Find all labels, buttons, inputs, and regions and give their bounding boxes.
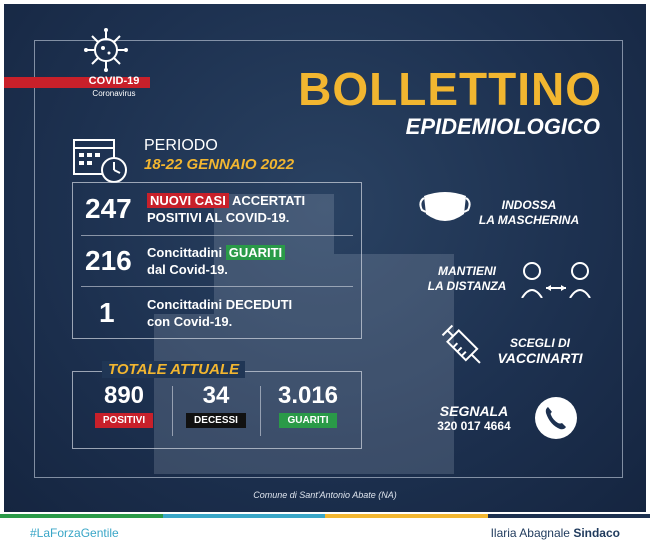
recovered-line2: dal Covid-19.: [147, 262, 228, 277]
deceased-line2: con Covid-19.: [147, 314, 233, 329]
new-cases-line1: [147, 193, 305, 208]
report-advice: [422, 404, 526, 434]
totale-guariti-value: 3.016: [277, 382, 339, 409]
vaccine-line2: VACCINARTI: [497, 350, 583, 366]
page-title: BOLLETTINO: [298, 63, 602, 115]
stat-row-new-cases: [73, 185, 361, 235]
divider: [81, 235, 353, 236]
covid-badge-subtitle: Coronavirus: [92, 89, 136, 98]
new-cases-tag: NUOVI CASI: [147, 193, 229, 208]
periodo-label: PERIODO: [144, 137, 218, 154]
hashtag: #LaForzaGentile: [30, 526, 119, 540]
report-phone: 320 017 4664: [437, 419, 511, 433]
totale-positivi: [76, 382, 172, 428]
deceased-line1: Concittadini DECEDUTI: [147, 297, 293, 312]
new-cases-line1-rest: ACCERTATI: [228, 193, 306, 208]
totale-decessi-value: 34: [202, 382, 230, 409]
signature-title: Sindaco: [573, 526, 620, 540]
recovered-value: 216: [85, 245, 132, 276]
virus-icon: [84, 28, 128, 72]
mask-icon: [416, 188, 474, 228]
mask-line1: INDOSSA: [501, 198, 557, 212]
bulletin-poster: [4, 4, 646, 512]
totale-positivi-label: POSITIVI: [95, 413, 153, 428]
new-cases-value: 247: [85, 193, 132, 224]
stats-box: [72, 182, 362, 339]
phone-icon: [534, 396, 578, 440]
distance-advice: [418, 264, 516, 294]
calendar-clock-icon: [72, 134, 130, 184]
vaccine-line1: SCEGLI DI: [509, 336, 570, 350]
vaccine-advice: [490, 336, 590, 366]
stat-row-deceased: [73, 289, 361, 339]
totale-positivi-value: 890: [103, 382, 145, 409]
totale-guariti: [260, 382, 356, 428]
totale-title: TOTALE ATTUALE: [102, 361, 245, 378]
signature-name: Ilaria Abagnale: [490, 526, 574, 540]
totale-guariti-label: GUARITI: [279, 413, 336, 428]
distance-line2: LA DISTANZA: [427, 279, 507, 293]
divider: [81, 286, 353, 287]
color-stripes: [0, 514, 650, 518]
recovered-line1-pre: Concittadini: [147, 245, 226, 260]
recovered-line1: [147, 245, 285, 260]
covid-badge-title: COVID-19: [88, 75, 140, 87]
mask-advice: [474, 198, 584, 228]
stat-row-recovered: [73, 237, 361, 287]
recovered-tag: GUARITI: [226, 245, 285, 260]
distance-icon: [520, 260, 592, 298]
page-subtitle: EPIDEMIOLOGICO: [405, 114, 600, 139]
periodo-date: 18-22 GENNAIO 2022: [144, 156, 295, 173]
mask-line2: LA MASCHERINA: [478, 213, 580, 227]
signature: [491, 526, 620, 540]
report-line1: SEGNALA: [439, 403, 509, 419]
syringe-icon: [438, 320, 488, 372]
deceased-value: 1: [99, 297, 115, 328]
new-cases-line2: POSITIVI AL COVID-19.: [147, 210, 290, 225]
totale-decessi-label: DECESSI: [186, 413, 246, 428]
totale-decessi: [168, 382, 264, 428]
footer-note: Comune di Sant'Antonio Abate (NA): [253, 490, 397, 500]
distance-line1: MANTIENI: [438, 264, 496, 278]
